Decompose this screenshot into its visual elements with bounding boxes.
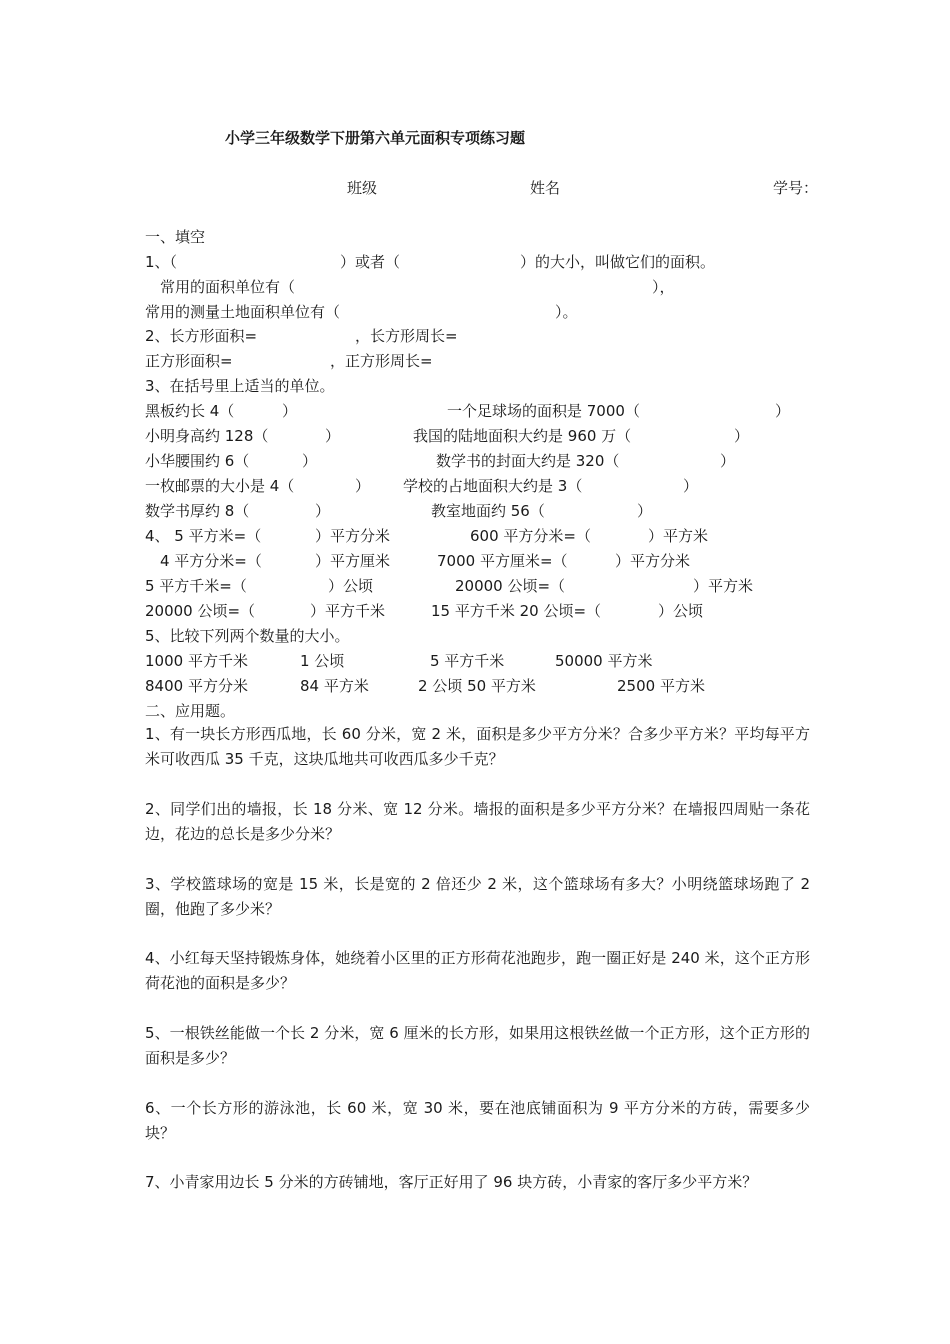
problem-3: 3、学校篮球场的宽是 15 米，长是宽的 2 倍还少 2 米，这个篮球场有多大？小明绕篮球场跑了 2 圈，他跑了多少米？ [145,875,810,918]
q5-item: 84 平方米 [300,677,369,695]
q4-b-unit: ）平方分米 [615,552,691,570]
q2-square-area: 正方形面积= [145,352,233,370]
q3-right-close: ） [720,452,736,470]
q3-left: 数学书厚约 8（ [145,502,250,520]
q3-left-close: ） [282,402,298,420]
q4-b: 15 平方千米 20 公顷=（ [431,602,602,620]
q3-left-close: ） [315,502,331,520]
q3-heading: 3、在括号里上适当的单位。 [145,377,335,395]
q1-number: 1、（ [145,253,178,271]
q4-b: 7000 平方厘米=（ [437,552,568,570]
section-fill-in-heading: 一、填空 [145,228,206,246]
q5-item: 1000 平方千米 [145,652,248,670]
q3-left: 黑板约长 4（ [145,402,235,420]
q3-right: 学校的占地面积大约是 3（ [403,477,583,495]
q5-item: 8400 平方分米 [145,677,248,695]
q1-land-prefix: 常用的测量土地面积单位有（ [145,303,341,321]
q4-b-unit: ）平方米 [648,527,709,545]
q5-item: 50000 平方米 [555,652,653,670]
q5-item: 1 公顷 [300,652,345,670]
class-label: 班级 [347,179,378,197]
q4-a: 5 平方千米=（ [145,577,247,595]
problem-5: 5、一根铁丝能做一个长 2 分米，宽 6 厘米的长方形，如果用这根铁丝做一个正方形，这个正方形的面积是多少？ [145,1024,810,1067]
q3-right: 教室地面约 56（ [431,502,545,520]
problem-6: 6、一个长方形的游泳池，长 60 米，宽 30 米，要在池底铺面积为 9 平方分米的方砖，需要多少块？ [145,1099,810,1142]
q4-a-unit: ）平方厘米 [315,552,391,570]
q3-right: 我国的陆地面积大约是 960 万（ [413,427,632,445]
q3-right: 一个足球场的面积是 7000（ [447,402,640,420]
problem-7: 7、小青家用边长 5 分米的方砖铺地，客厅正好用了 96 块方砖，小青家的客厅多少平方米？ [145,1173,758,1191]
q4-a: 20000 公顷=（ [145,602,256,620]
q2-rect-area: 2、长方形面积= [145,327,258,345]
q5-item: 2500 平方米 [617,677,705,695]
q4-a: 4 平方分米=（ [160,552,262,570]
q3-right-close: ） [775,402,791,420]
q3-right-close: ） [683,477,699,495]
name-label: 姓名 [530,179,561,197]
problem-2: 2、同学们出的墙报，长 18 分米、宽 12 分米。墙报的面积是多少平方分米？在墙报四周贴一条花边，花边的总长是多少分米？ [145,800,810,843]
q2-square-perimeter: ，正方形周长= [330,352,433,370]
page-title: 小学三年级数学下册第六单元面积专项练习题 [225,129,526,147]
q4-a-unit: ）公顷 [328,577,374,595]
q2-rect-perimeter: ，长方形周长= [355,327,458,345]
section-application-heading: 二、应用题。 [145,702,236,720]
q4-a: 4、 5 平方米=（ [145,527,262,545]
q4-b: 20000 公顷=（ [455,577,566,595]
q3-left-close: ） [325,427,341,445]
q1-or: ）或者（ [340,253,401,271]
q4-b-unit: ）平方米 [693,577,754,595]
q3-right: 数学书的封面大约是 320（ [436,452,620,470]
q1-rest: ）的大小，叫做它们的面积。 [520,253,716,271]
q3-left: 小华腰围约 6（ [145,452,250,470]
q3-left: 一枚邮票的大小是 4（ [145,477,295,495]
q3-left: 小明身高约 128（ [145,427,269,445]
q4-a-unit: ）平方千米 [310,602,386,620]
q3-left-close: ） [355,477,371,495]
q5-item: 5 平方千米 [430,652,505,670]
student-id-label: 学号： [773,179,819,197]
q4-a-unit: ）平方分米 [315,527,391,545]
q5-item: 2 公顷 50 平方米 [418,677,536,695]
q1-units-prefix: 常用的面积单位有（ [160,278,296,296]
q5-heading: 5、比较下列两个数量的大小。 [145,627,350,645]
q4-b: 600 平方分米=（ [470,527,591,545]
problem-4: 4、小红每天坚持锻炼身体，她绕着小区里的正方形荷花池跑步，跑一圈正好是 240 米，这个正方形荷花池的面积是多少？ [145,949,810,992]
q3-left-close: ） [302,452,318,470]
q4-b-unit: ）公顷 [658,602,704,620]
q1-units-suffix: ）， [652,278,675,296]
q1-land-suffix: ）。 [555,303,578,321]
q3-right-close: ） [637,502,653,520]
q3-right-close: ） [734,427,750,445]
problem-1: 1、有一块长方形西瓜地，长 60 分米，宽 2 米，面积是多少平方分米？合多少平方米？平均每平方米可收西瓜 35 千克，这块瓜地共可收西瓜多少千克？ [145,725,810,768]
